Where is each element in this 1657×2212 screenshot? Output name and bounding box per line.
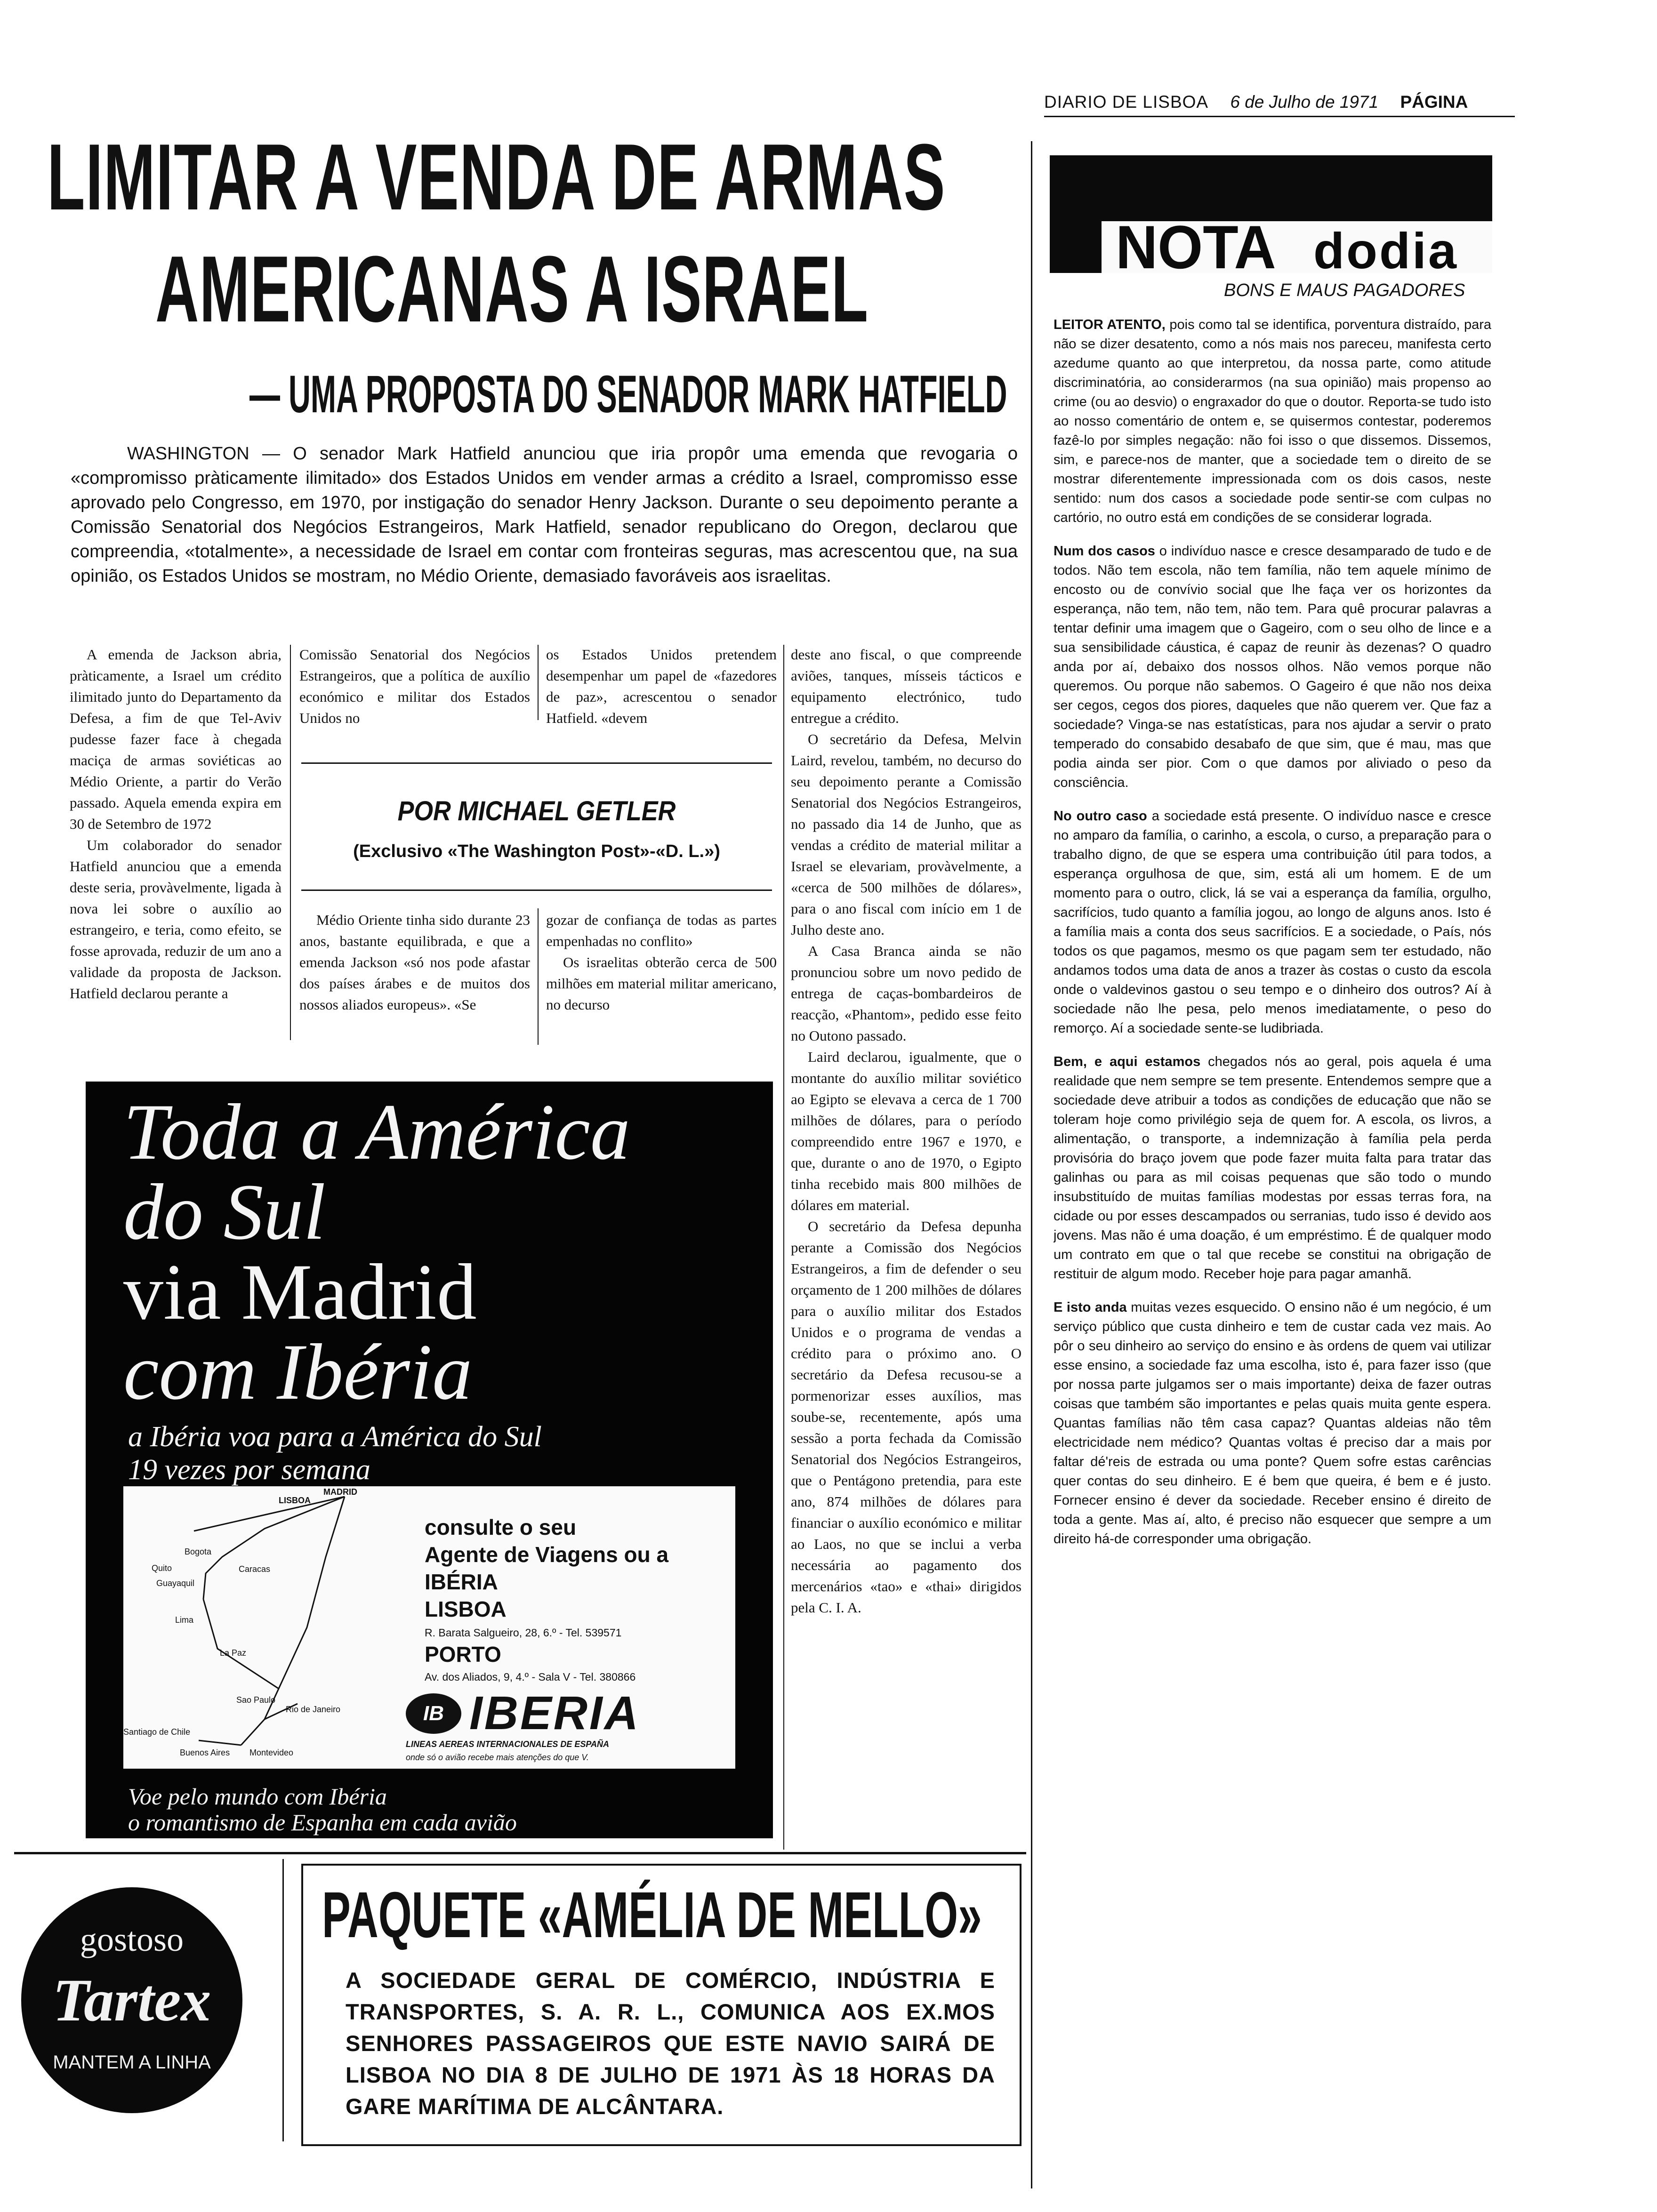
map-label-caracas: Caracas	[239, 1564, 271, 1574]
nota-paragraph-2	[1054, 542, 1491, 793]
map-label-rio: Rio de Janeiro	[286, 1705, 341, 1714]
article-col-4	[791, 644, 1022, 1853]
nota-p3-lead: No outro caso	[1054, 809, 1147, 824]
col4-paragraph-4: Laird declarou, igualmente, que o montante do auxílio militar soviético ao Egipto se elevava a cerca de 1 700 milhões de dólares, para o período compreendido entre 1967 e 1970, e que, durante o ano de 1970, o Egipto tinha recebido mais 800 milhões de dólares em material.	[791, 1049, 1022, 1213]
article-col-2-top	[299, 644, 530, 729]
ad-footer-2: o romantismo de Espanha em cada avião	[128, 1809, 517, 1835]
bottom-section-rule	[14, 1852, 1026, 1854]
consult-text-3: IBÉRIA	[425, 1570, 498, 1594]
map-label-saopaulo: Sao Paulo	[236, 1695, 276, 1705]
tartex-brand: Tartex	[52, 1967, 211, 2034]
nota-left-rule	[1031, 141, 1032, 2188]
nota-paragraph-3	[1054, 807, 1491, 1038]
iberia-logo-mark: IB	[406, 1693, 461, 1734]
nota-paragraph-1	[1054, 315, 1491, 528]
consult-text-5: PORTO	[425, 1642, 501, 1667]
ad-headline-1: Toda a América	[123, 1088, 630, 1176]
nota-logo-word-2: dodia	[1313, 222, 1458, 279]
col2-bottom-text: Médio Oriente tinha sido durante 23 anos, bastante equilibrada, e que a emenda Jackson «só nos pode afastar dos países árabes e de muitos dos nossos aliados europeus». «Se	[299, 912, 530, 1013]
route-line-santiago	[199, 1740, 241, 1745]
article-lead: WASHINGTON — O senador Mark Hatfield anunciou que iria propôr uma emenda que revogaria o «compromisso pràticamente ilimitado» dos Estados Unidos em vender armas a crédito a Israel, compromisso esse aprovado pelo Congresso, em 1970, por instigação do senador Henry Jackson. Durante o seu depoimento perante a Comissão Senatorial dos Negócios Estrangeiros, Mark Hatfield, senador republicano do Oregon, declarou que compreendia, «totalmente», a necessidade de Israel em contar com fronteiras seguras, mas acrescentou que, na sua opinião, os Estados Unidos se mostram, no Médio Oriente, demasiado favoráveis aos israelitas.	[71, 444, 1018, 586]
ad-headline-2: do Sul	[123, 1168, 326, 1256]
col3-bottom-text-1: gozar de confiança de todas as partes empenhadas no conflito»	[546, 912, 777, 949]
col1-paragraph-2: Um colaborador do senador Hatfield anunciou que a emenda deste seria, provàvelmente, ligada à nova lei sobre o auxílio ao estrangeiro, e teria, como efeito, se fosse aprovada, reduzir de um ano a validade da proposta de Jackson. Hatfield declarou perante a	[70, 837, 282, 1002]
map-label-lapaz: La Paz	[220, 1648, 247, 1658]
headline-line-2: AMERICANAS A ISRAEL	[155, 237, 869, 342]
map-label-quito: Quito	[152, 1563, 172, 1573]
map-label-lima: Lima	[175, 1615, 194, 1625]
tartex-top-text: gostoso	[80, 1921, 184, 1958]
article-col-1	[70, 644, 282, 1049]
header-rule	[1044, 116, 1515, 117]
col-divider-3	[783, 645, 784, 1850]
nota-p2-text: o indivíduo nasce e cresce desamparado de tudo e de todos. Não tem escola, não tem família, não tem aquele mínimo de encosto ou de convívio social que lhe faça ver os horizontes da esperança, não tem, não tem, não tem. Para quê procurar palavras a tentar definir uma imagem que o Gageiro, com o seu olho de lince e a sua sensibilidade cáustica, é capaz de reunir às dezenas? O quadro anda por aí, debaixo dos nossos olhos. Não vemos porque não queremos. Ou porque não sabemos. O Gageiro é que não nos deixa ser cegos, cegos dos piores, daqueles que não querem ver. Que faz a sociedade? Vinga-se nas estatísticas, para nos ajudar a servir o prato temperado do consabido desabafo de que sim, que é mau, mas que podia ainda ser pior. Com o que damos por aliviado o peso da consciência.	[1054, 544, 1491, 790]
iberia-logo: IBERIA	[469, 1687, 640, 1739]
tartex-tagline: MANTEM A LINHA	[53, 2052, 211, 2073]
col3-top-text: os Estados Unidos pretendem desempenhar um papel de «fazedores de paz», acrescentou o senador Hatfield. «devem	[546, 646, 777, 726]
ad-headline-4: com Ibéria	[123, 1328, 473, 1416]
map-label-madrid: MADRID	[323, 1487, 357, 1497]
headline-line-1: LIMITAR A VENDA DE ARMAS	[47, 125, 946, 230]
newspaper-header	[1044, 92, 1657, 116]
map-label-bogota: Bogota	[185, 1547, 212, 1556]
tartex-advertisement	[21, 1887, 242, 2113]
article-col-3-top	[546, 644, 777, 729]
col4-paragraph-3: A Casa Branca ainda se não pronunciou sobre um novo pedido de entrega de caças-bombardeiros de reacção, «Phantom», pedido esse feito no Outono passado.	[791, 943, 1022, 1044]
route-line-lapaz	[203, 1599, 279, 1689]
nota-p1-lead: LEITOR ATENTO,	[1054, 317, 1166, 332]
nota-paragraph-4	[1054, 1052, 1491, 1284]
consult-text-1: consulte o seu	[425, 1515, 577, 1539]
ad-sub-2: 19 vezes por semana	[128, 1454, 370, 1486]
paquete-body: A SOCIEDADE GERAL DE COMÉRCIO, INDÚSTRIA E TRANSPORTES, S. A. R. L., COMUNICA AOS EX.MOS SENHORES PASSAGEIROS QUE ESTE NAVIO SAIRÁ DE LISBOA NO DIA 8 DE JULHO DE 1971 ÀS 18 HORAS DA GARE MARÍTIMA DE ALCÂNTARA.	[346, 1968, 995, 2119]
col3-bottom-text-2: Os israelitas obterão cerca de 500 milhões em material militar americano, no decurso	[546, 954, 777, 1013]
porto-address: Av. dos Aliados, 9, 4.º - Sala V - Tel. 380866	[425, 1671, 636, 1683]
paper-name: DIARIO DE LISBOA	[1044, 92, 1209, 112]
map-label-guayaquil: Guayaquil	[156, 1579, 195, 1588]
iberia-advertisement	[86, 1082, 773, 1838]
iberia-logo-subtitle: LINEAS AEREAS INTERNACIONALES DE ESPAÑA	[406, 1739, 610, 1749]
map-label-lisboa: LISBOA	[279, 1496, 311, 1505]
iberia-logo-slogan: onde só o avião recebe mais atenções do que V.	[406, 1753, 589, 1762]
lisboa-address: R. Barata Salgueiro, 28, 6.º - Tel. 539571	[425, 1627, 622, 1639]
ad-footer-1: Voe pelo mundo com Ibéria	[128, 1783, 387, 1810]
nota-p4-text: chegados nós ao geral, pois aquela é uma realidade que nem sempre se tem presente. Entendemos sempre que a sociedade deve atribuir a todos as condições de educação que não se toleram hoje como privilégio seja de quem for. A escola, os livros, a alimentação, o transporte, a indemnização à família pela perda provisória do braço jovem que pode fazer muita falta para tratar das galinhas ou para as mil coisas pequenas que são todo o mundo insubstituído de muitas famílias modestas por essas terras fora, na cidade ou por esses descampados ou serranias, tudo isso é devido aos jovens. Mas não é uma doação, é um empréstimo. É de qualquer modo um contrato em que o tal que recebe se constitui na obrigação de restituir de algum modo. Receber hoje para pagar amanhã.	[1054, 1054, 1491, 1282]
nota-p4-lead: Bem, e aqui estamos	[1054, 1054, 1201, 1069]
consult-text-4: LISBOA	[425, 1597, 507, 1621]
byline-source: (Exclusivo «The Washington Post»-«D. L.»)	[353, 842, 720, 861]
nota-subtitle: BONS E MAUS PAGADORES	[1224, 281, 1465, 300]
nota-p2-lead: Num dos casos	[1054, 544, 1155, 559]
col-divider-2	[538, 645, 539, 720]
ad-info-panel	[123, 1486, 735, 1769]
paquete-title: PAQUETE «AMÉLIA DE MELLO»	[322, 1879, 982, 1951]
col-divider-1	[290, 645, 291, 1040]
route-map	[123, 1486, 387, 1769]
consult-text-2: Agente de Viagens ou a	[425, 1542, 669, 1567]
nota-p3-text: a sociedade está presente. O indivíduo nasce e cresce no amparo da família, o carinho, a escola, o curso, a preparação para o trabalho digno, de que se espera uma contribuição útil para todos, a esperança orgulhosa de que, sim, está ali um homem. E de um momento para o outro, click, lá se vai a esperança da família, orgulho, sacrifícios, tudo quanto a família jogou, ao longo de alguns anos. Isto é a família mais a conta dos seus sacrifícios. E a sociedade, o País, nós todos os que pagamos, mesmo os que pagam sem ter estudado, não andamos todos uma data de anos a trazer às costas o custo da escola onde o valdevinos gastou o seu tempo e o dinheiro dos outros? Aí à sociedade não lhe pesa, pelo menos imediatamente, o peso do remorço. Aí a sociedade sente-se ludibriada.	[1054, 809, 1491, 1036]
nota-p1-text: pois como tal se identifica, porventura distraído, para não se dizer desatento, como a nós mais nos pareceu, manifesta certo azedume quanto ao que interpretou, da nossa parte, como atitude discriminatória, ao considerarmos (na sua opinião) mais propenso ao crime (ou ao desvio) o engraxador do que o doutor. Reporta-se tudo isto ao nosso comentário de ontem e, se quisermos contestar, poderemos fazê-lo por simples negação: não foi isso o que dissemos. Dissemos, sim, e parece-nos de manter, que a sociedade tem o direito de se mostrar diferentemente impressionada com os dois casos, neste sentido: num dos casos a sociedade pode sentir-se com culpas no cartório, no outro está em condições de se considerar lograda.	[1054, 317, 1491, 525]
article-col-3-bottom	[546, 909, 777, 1046]
page-label: PÁGINA	[1400, 92, 1468, 112]
paquete-notice	[301, 1864, 1022, 2146]
map-label-santiago: Santiago de Chile	[123, 1727, 191, 1737]
route-line-west	[194, 1497, 345, 1531]
map-label-montevideo: Montevideo	[249, 1748, 294, 1757]
col4-paragraph-5: O secretário da Defesa depunha perante a Comissão dos Negócios Estrangeiros, a fim de defender o seu orçamento de 1 200 milhões de dólares para o auxílio militar dos Estados Unidos e o programa de vendas a crédito para o próximo ano. O secretário da Defesa recusou-se a pormenorizar esses auxílios, mas soube-se, recentemente, após uma sessão a porta fechada da Comissão Senatorial dos Negócios Estrangeiros, que o Pentágono pretendia, para este ano, 874 milhões de dólares para financiar o auxílio económico e militar ao Laos, no que se inclui a verba necessária ao pagamento dos mercenários «tao» e «thai» dirigidos pela C. I. A.	[791, 1218, 1022, 1616]
byline: POR MICHAEL GETLER	[397, 796, 676, 826]
col2-top-text: Comissão Senatorial dos Negócios Estrangeiros, que a política de auxílio económico e militar dos Estados Unidos no	[299, 646, 530, 726]
byline-top-rule	[301, 762, 772, 764]
nota-p5-lead: E isto anda	[1054, 1300, 1127, 1315]
issue-date: 6 de Julho de 1971	[1230, 92, 1379, 112]
tartex-divider	[282, 1859, 284, 2141]
col4-paragraph-1: deste ano fiscal, o que compreende aviões, tanques, mísseis tácticos e equipamento electrónico, tudo entregue a crédito.	[791, 646, 1022, 726]
col-divider-2b	[538, 908, 539, 1045]
map-label-buenosaires: Buenos Aires	[180, 1748, 230, 1757]
ad-sub-1: a Ibéria voa para a América do Sul	[128, 1421, 542, 1453]
col4-paragraph-2: O secretário da Defesa, Melvin Laird, revelou, também, no decurso do seu depoimento perante a Comissão Senatorial dos Negócios Estrangeiros, no passado dia 14 de Junho, que as vendas a crédito de material militar a Israel se elevariam, provàvelmente, a «cerca de 500 milhões de dólares», para o ano fiscal com início em 1 de Julho deste ano.	[791, 731, 1022, 938]
nota-paragraph-5	[1054, 1298, 1491, 1549]
nota-logo-box	[1050, 155, 1492, 281]
subhead: — UMA PROPOSTA DO SENADOR MARK HATFIELD	[249, 365, 1007, 424]
nota-p5-text: muitas vezes esquecido. O ensino não é um negócio, é um serviço público que custa dinheiro e tem de custar cada vez mais. Ao pôr o seu dinheiro ao serviço do ensino e às ordens de quem vai utilizar esse ensino, a sociedade faz uma escolha, isto é, para fazer isso (que por nossa parte julgamos ser o mais importante) deixa de fazer outras coisas que também são importantes e pelas quais muita gente espera. Quantas famílias não têm casa capaz? Quantas aldeias não têm electricidade nem médico? Quantas voltas é preciso dar a mais por faltar dé'reis de estrada ou uma ponte? Quem sofre estas carências quer contas do seu dinheiro. E é bem que queira, é bem e é justo. Fornecer ensino é dever da sociedade. Receber ensino é direito de toda a gente. Mas aí, alto, é preciso não esquecer que sempre a um direito há-de corresponder uma obrigação.	[1054, 1300, 1491, 1547]
col1-paragraph-1: A emenda de Jackson abria, pràticamente, a Israel um crédito ilimitado junto do Departamento da Defesa, a fim de que Tel-Aviv pudesse fazer face à chegada maciça de armas soviéticas ao Médio Oriente, a partir do Verão passado. Aquela emenda expira em 30 de Setembro de 1972	[70, 646, 282, 832]
ad-headline-3: via Madrid	[123, 1248, 477, 1336]
byline-bottom-rule	[301, 890, 772, 891]
nota-body	[1054, 315, 1491, 2179]
nota-logo-word: NOTA	[1116, 213, 1276, 281]
article-col-2-bottom	[299, 909, 530, 1046]
